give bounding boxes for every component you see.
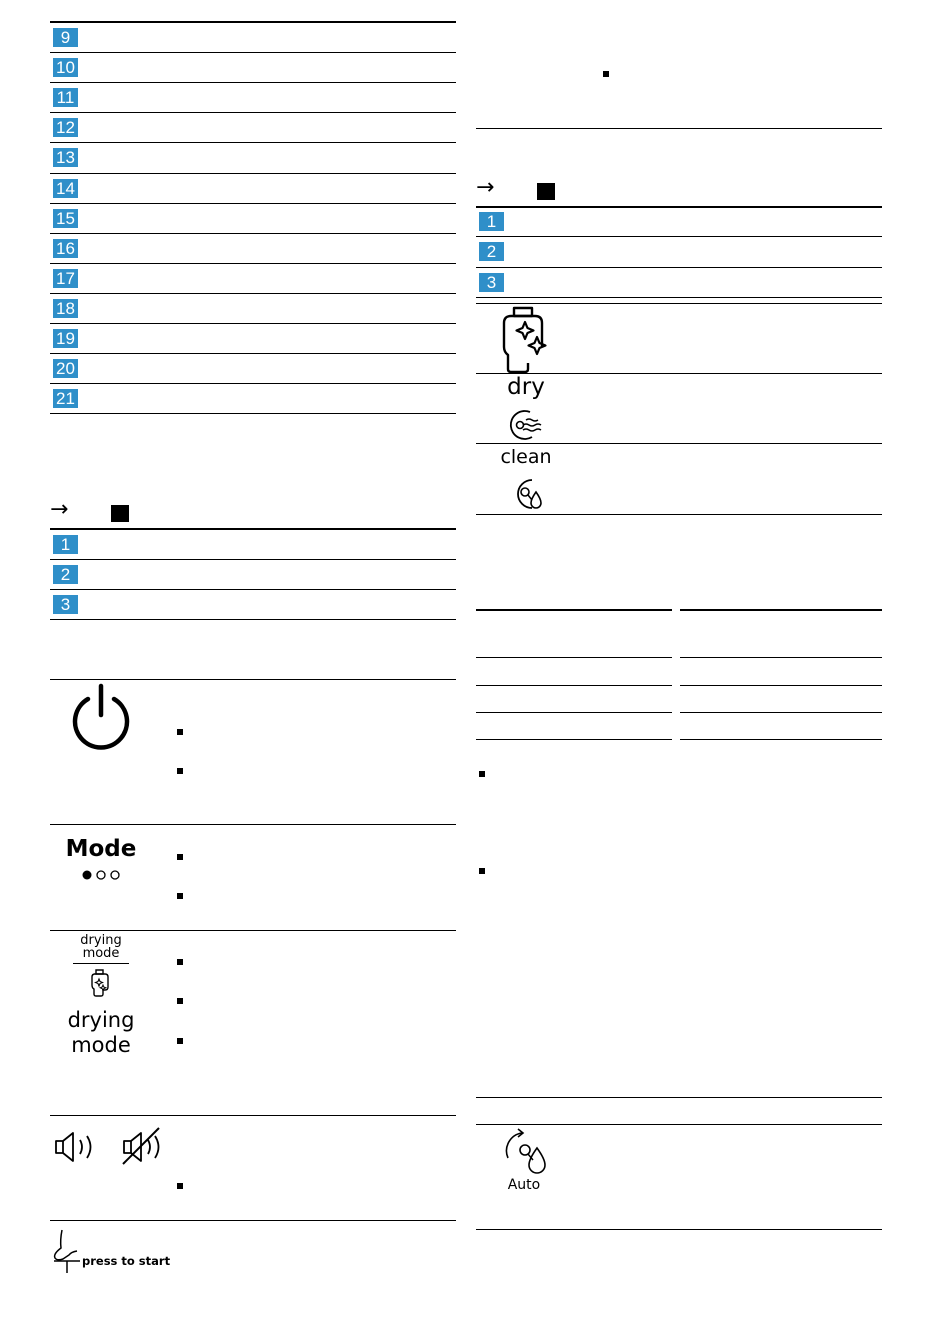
row-number-badge: 9 bbox=[53, 28, 78, 47]
row-number-badge: 3 bbox=[53, 595, 78, 614]
table-row-rule bbox=[50, 142, 456, 143]
row-number-badge: 2 bbox=[479, 242, 504, 261]
drying-mode-small-label: drying mode bbox=[80, 933, 122, 961]
mode-dots-icon bbox=[81, 869, 121, 881]
table-top-rule bbox=[476, 206, 882, 208]
bullet bbox=[177, 959, 183, 965]
bottle-sparkle-icon bbox=[500, 306, 550, 374]
table-top-rule bbox=[680, 609, 882, 611]
row-number-badge: 14 bbox=[53, 179, 78, 198]
controls-table-top-rule bbox=[50, 679, 456, 680]
table-row-rule bbox=[50, 82, 456, 83]
speaker-on-icon bbox=[54, 1130, 98, 1164]
table-row-rule bbox=[50, 353, 456, 354]
table-top-rule bbox=[50, 21, 456, 23]
clean-drop-icon bbox=[508, 476, 548, 512]
speaker-mute-icon bbox=[121, 1126, 165, 1166]
row-rule bbox=[680, 685, 882, 686]
row-number-badge: 3 bbox=[479, 273, 504, 292]
table-row-rule bbox=[50, 203, 456, 204]
row-rule bbox=[476, 1229, 882, 1230]
press-to-start-label: press to start bbox=[82, 1254, 171, 1268]
drying-bottle-icon bbox=[88, 968, 112, 998]
table-row-rule bbox=[50, 589, 456, 590]
table-top-rule bbox=[476, 609, 672, 611]
table-row-rule bbox=[476, 236, 882, 237]
row-rule bbox=[476, 685, 672, 686]
table-row-rule bbox=[50, 263, 456, 264]
row-number-badge: 10 bbox=[53, 58, 78, 77]
row-rule bbox=[476, 1097, 882, 1098]
row-number-badge: 20 bbox=[53, 359, 78, 378]
table-row-rule bbox=[476, 267, 882, 268]
black-square-marker bbox=[537, 183, 555, 200]
row-number-badge: 2 bbox=[53, 565, 78, 584]
table-row-rule bbox=[50, 52, 456, 53]
auto-label: Auto bbox=[507, 1177, 541, 1193]
power-icon bbox=[70, 683, 132, 747]
row-number-badge: 11 bbox=[53, 88, 78, 107]
row-rule bbox=[476, 128, 882, 129]
mode-label: Mode bbox=[65, 836, 137, 862]
row-rule bbox=[50, 930, 456, 931]
arrow-icon: → bbox=[476, 175, 495, 200]
dry-air-icon bbox=[506, 408, 546, 442]
row-number-badge: 13 bbox=[53, 148, 78, 167]
table-row-rule bbox=[50, 323, 456, 324]
bullet bbox=[479, 868, 485, 874]
table-top-rule bbox=[50, 528, 456, 530]
row-number-badge: 19 bbox=[53, 329, 78, 348]
table-row-rule bbox=[50, 173, 456, 174]
bullet bbox=[479, 771, 485, 777]
row-rule bbox=[680, 657, 882, 658]
bullet bbox=[177, 1183, 183, 1189]
row-rule bbox=[476, 443, 882, 444]
arrow-icon: → bbox=[50, 497, 69, 522]
row-number-badge: 15 bbox=[53, 209, 78, 228]
bullet bbox=[177, 729, 183, 735]
row-rule bbox=[476, 712, 672, 713]
table-row-rule bbox=[50, 619, 456, 620]
table-row-rule bbox=[50, 559, 456, 560]
row-number-badge: 21 bbox=[53, 389, 78, 408]
drying-mode-large-label: drying mode bbox=[67, 1008, 135, 1057]
drying-mode-divider bbox=[73, 963, 129, 964]
row-rule bbox=[680, 712, 882, 713]
table-row-rule bbox=[50, 293, 456, 294]
auto-drop-icon bbox=[500, 1128, 552, 1180]
bullet bbox=[177, 1038, 183, 1044]
row-number-badge: 17 bbox=[53, 269, 78, 288]
foot-press-icon bbox=[52, 1228, 84, 1274]
table-row-rule bbox=[50, 413, 456, 414]
row-rule bbox=[50, 1115, 456, 1116]
table-row-rule bbox=[476, 297, 882, 298]
row-number-badge: 1 bbox=[479, 212, 504, 231]
row-number-badge: 18 bbox=[53, 299, 78, 318]
bullet bbox=[177, 768, 183, 774]
bullet bbox=[177, 998, 183, 1004]
row-rule bbox=[476, 657, 672, 658]
row-rule bbox=[476, 514, 882, 515]
bullet bbox=[177, 893, 183, 899]
black-square-marker bbox=[111, 505, 129, 522]
table-row-rule bbox=[50, 112, 456, 113]
row-rule bbox=[476, 739, 672, 740]
row-number-badge: 12 bbox=[53, 118, 78, 137]
clean-label: clean bbox=[500, 446, 552, 468]
bullet bbox=[177, 854, 183, 860]
table-row-rule bbox=[50, 233, 456, 234]
table-row-rule bbox=[50, 383, 456, 384]
row-rule bbox=[680, 739, 882, 740]
row-number-badge: 1 bbox=[53, 535, 78, 554]
row-rule bbox=[476, 1124, 882, 1125]
row-rule bbox=[50, 824, 456, 825]
row-rule bbox=[476, 303, 882, 304]
bullet bbox=[603, 71, 609, 77]
row-rule bbox=[50, 1220, 456, 1221]
dry-label: dry bbox=[507, 374, 545, 400]
row-number-badge: 16 bbox=[53, 239, 78, 258]
